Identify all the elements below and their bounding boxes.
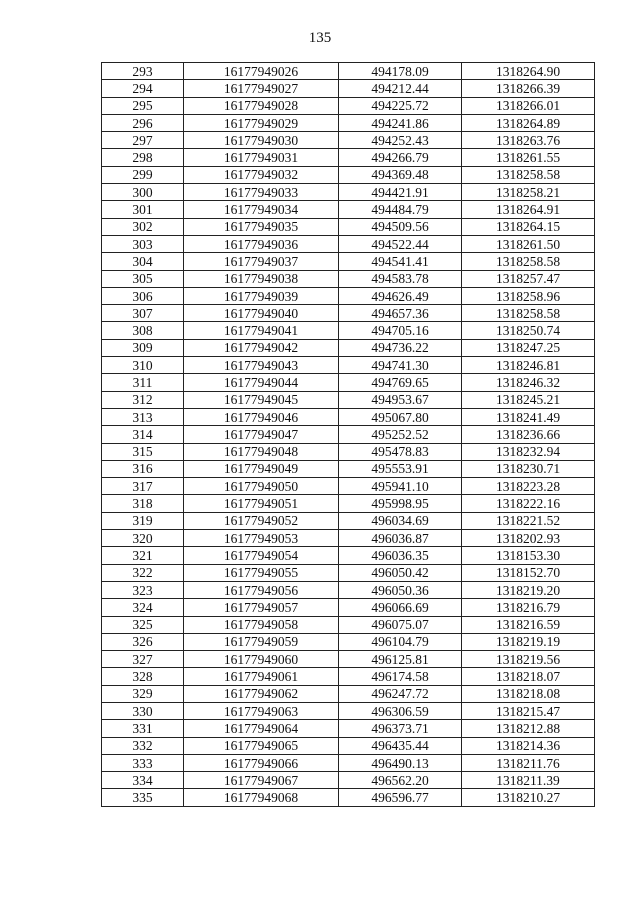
table-row xyxy=(102,702,595,719)
point-id-cell: 16177949042 xyxy=(184,339,339,356)
table-row xyxy=(102,305,595,322)
point-id-cell: 16177949043 xyxy=(184,357,339,374)
table-row xyxy=(102,322,595,339)
table-row xyxy=(102,581,595,598)
row-index-cell: 304 xyxy=(102,253,184,270)
y-coordinate-cell: 1318241.49 xyxy=(462,408,595,425)
row-index-cell: 300 xyxy=(102,184,184,201)
y-coordinate-cell: 1318263.76 xyxy=(462,132,595,149)
point-id-cell: 16177949055 xyxy=(184,564,339,581)
table-row xyxy=(102,149,595,166)
table-row xyxy=(102,512,595,529)
x-coordinate-cell: 494741.30 xyxy=(339,357,462,374)
table-row xyxy=(102,789,595,806)
y-coordinate-cell: 1318266.01 xyxy=(462,97,595,114)
table-row xyxy=(102,114,595,131)
table-row xyxy=(102,184,595,201)
x-coordinate-cell: 494541.41 xyxy=(339,253,462,270)
x-coordinate-cell: 494736.22 xyxy=(339,339,462,356)
y-coordinate-cell: 1318247.25 xyxy=(462,339,595,356)
table-row xyxy=(102,408,595,425)
row-index-cell: 333 xyxy=(102,754,184,771)
table-row xyxy=(102,253,595,270)
point-id-cell: 16177949063 xyxy=(184,702,339,719)
x-coordinate-cell: 496066.69 xyxy=(339,599,462,616)
table-row xyxy=(102,166,595,183)
table-row xyxy=(102,633,595,650)
point-id-cell: 16177949057 xyxy=(184,599,339,616)
point-id-cell: 16177949054 xyxy=(184,547,339,564)
row-index-cell: 319 xyxy=(102,512,184,529)
x-coordinate-cell: 494583.78 xyxy=(339,270,462,287)
x-coordinate-cell: 494369.48 xyxy=(339,166,462,183)
x-coordinate-cell: 496125.81 xyxy=(339,651,462,668)
table-row xyxy=(102,391,595,408)
x-coordinate-cell: 495478.83 xyxy=(339,443,462,460)
x-coordinate-cell: 494421.91 xyxy=(339,184,462,201)
y-coordinate-cell: 1318223.28 xyxy=(462,478,595,495)
point-id-cell: 16177949062 xyxy=(184,685,339,702)
table-row xyxy=(102,737,595,754)
point-id-cell: 16177949028 xyxy=(184,97,339,114)
x-coordinate-cell: 494266.79 xyxy=(339,149,462,166)
y-coordinate-cell: 1318258.58 xyxy=(462,166,595,183)
y-coordinate-cell: 1318218.08 xyxy=(462,685,595,702)
row-index-cell: 307 xyxy=(102,305,184,322)
x-coordinate-cell: 494252.43 xyxy=(339,132,462,149)
x-coordinate-cell: 494212.44 xyxy=(339,80,462,97)
point-id-cell: 16177949052 xyxy=(184,512,339,529)
table-row xyxy=(102,97,595,114)
point-id-cell: 16177949048 xyxy=(184,443,339,460)
row-index-cell: 328 xyxy=(102,668,184,685)
table-row xyxy=(102,754,595,771)
table-row xyxy=(102,339,595,356)
y-coordinate-cell: 1318222.16 xyxy=(462,495,595,512)
x-coordinate-cell: 494626.49 xyxy=(339,287,462,304)
y-coordinate-cell: 1318261.55 xyxy=(462,149,595,166)
x-coordinate-cell: 494509.56 xyxy=(339,218,462,235)
table-row xyxy=(102,720,595,737)
table-row xyxy=(102,772,595,789)
x-coordinate-cell: 496050.36 xyxy=(339,581,462,598)
table-row xyxy=(102,460,595,477)
table-row xyxy=(102,495,595,512)
point-id-cell: 16177949035 xyxy=(184,218,339,235)
row-index-cell: 305 xyxy=(102,270,184,287)
point-id-cell: 16177949030 xyxy=(184,132,339,149)
table-row xyxy=(102,270,595,287)
row-index-cell: 315 xyxy=(102,443,184,460)
point-id-cell: 16177949033 xyxy=(184,184,339,201)
table-row xyxy=(102,530,595,547)
row-index-cell: 301 xyxy=(102,201,184,218)
y-coordinate-cell: 1318261.50 xyxy=(462,235,595,252)
row-index-cell: 331 xyxy=(102,720,184,737)
row-index-cell: 327 xyxy=(102,651,184,668)
row-index-cell: 295 xyxy=(102,97,184,114)
point-id-cell: 16177949047 xyxy=(184,426,339,443)
point-id-cell: 16177949036 xyxy=(184,235,339,252)
y-coordinate-cell: 1318152.70 xyxy=(462,564,595,581)
x-coordinate-cell: 496174.58 xyxy=(339,668,462,685)
y-coordinate-cell: 1318246.32 xyxy=(462,374,595,391)
row-index-cell: 330 xyxy=(102,702,184,719)
point-id-cell: 16177949058 xyxy=(184,616,339,633)
point-id-cell: 16177949041 xyxy=(184,322,339,339)
x-coordinate-cell: 496104.79 xyxy=(339,633,462,650)
x-coordinate-cell: 495998.95 xyxy=(339,495,462,512)
row-index-cell: 303 xyxy=(102,235,184,252)
x-coordinate-cell: 494178.09 xyxy=(339,63,462,80)
x-coordinate-cell: 496306.59 xyxy=(339,702,462,719)
row-index-cell: 299 xyxy=(102,166,184,183)
x-coordinate-cell: 494225.72 xyxy=(339,97,462,114)
row-index-cell: 326 xyxy=(102,633,184,650)
point-id-cell: 16177949066 xyxy=(184,754,339,771)
x-coordinate-cell: 496435.44 xyxy=(339,737,462,754)
x-coordinate-cell: 496373.71 xyxy=(339,720,462,737)
y-coordinate-cell: 1318211.76 xyxy=(462,754,595,771)
point-id-cell: 16177949046 xyxy=(184,408,339,425)
table-row xyxy=(102,287,595,304)
y-coordinate-cell: 1318264.91 xyxy=(462,201,595,218)
table-row xyxy=(102,547,595,564)
table-row xyxy=(102,616,595,633)
y-coordinate-cell: 1318264.90 xyxy=(462,63,595,80)
point-id-cell: 16177949038 xyxy=(184,270,339,287)
x-coordinate-cell: 494657.36 xyxy=(339,305,462,322)
y-coordinate-cell: 1318264.15 xyxy=(462,218,595,235)
row-index-cell: 296 xyxy=(102,114,184,131)
y-coordinate-cell: 1318214.36 xyxy=(462,737,595,754)
y-coordinate-cell: 1318258.58 xyxy=(462,305,595,322)
y-coordinate-cell: 1318211.39 xyxy=(462,772,595,789)
point-id-cell: 16177949065 xyxy=(184,737,339,754)
y-coordinate-cell: 1318236.66 xyxy=(462,426,595,443)
point-id-cell: 16177949029 xyxy=(184,114,339,131)
row-index-cell: 320 xyxy=(102,530,184,547)
y-coordinate-cell: 1318210.27 xyxy=(462,789,595,806)
x-coordinate-cell: 495941.10 xyxy=(339,478,462,495)
table-row xyxy=(102,374,595,391)
x-coordinate-cell: 496036.87 xyxy=(339,530,462,547)
row-index-cell: 297 xyxy=(102,132,184,149)
point-id-cell: 16177949039 xyxy=(184,287,339,304)
x-coordinate-cell: 496036.35 xyxy=(339,547,462,564)
table-row xyxy=(102,357,595,374)
row-index-cell: 329 xyxy=(102,685,184,702)
y-coordinate-cell: 1318245.21 xyxy=(462,391,595,408)
point-id-cell: 16177949040 xyxy=(184,305,339,322)
x-coordinate-cell: 494241.86 xyxy=(339,114,462,131)
point-id-cell: 16177949051 xyxy=(184,495,339,512)
row-index-cell: 334 xyxy=(102,772,184,789)
table-row xyxy=(102,478,595,495)
row-index-cell: 310 xyxy=(102,357,184,374)
y-coordinate-cell: 1318246.81 xyxy=(462,357,595,374)
row-index-cell: 306 xyxy=(102,287,184,304)
point-id-cell: 16177949045 xyxy=(184,391,339,408)
y-coordinate-cell: 1318216.79 xyxy=(462,599,595,616)
y-coordinate-cell: 1318215.47 xyxy=(462,702,595,719)
table-row xyxy=(102,651,595,668)
point-id-cell: 16177949031 xyxy=(184,149,339,166)
row-index-cell: 312 xyxy=(102,391,184,408)
x-coordinate-cell: 494522.44 xyxy=(339,235,462,252)
row-index-cell: 313 xyxy=(102,408,184,425)
point-id-cell: 16177949067 xyxy=(184,772,339,789)
point-id-cell: 16177949027 xyxy=(184,80,339,97)
x-coordinate-cell: 495553.91 xyxy=(339,460,462,477)
y-coordinate-cell: 1318258.96 xyxy=(462,287,595,304)
row-index-cell: 323 xyxy=(102,581,184,598)
table-row xyxy=(102,132,595,149)
y-coordinate-cell: 1318202.93 xyxy=(462,530,595,547)
row-index-cell: 311 xyxy=(102,374,184,391)
row-index-cell: 316 xyxy=(102,460,184,477)
y-coordinate-cell: 1318221.52 xyxy=(462,512,595,529)
table-row xyxy=(102,564,595,581)
row-index-cell: 318 xyxy=(102,495,184,512)
x-coordinate-cell: 496247.72 xyxy=(339,685,462,702)
y-coordinate-cell: 1318219.20 xyxy=(462,581,595,598)
table-row xyxy=(102,218,595,235)
row-index-cell: 317 xyxy=(102,478,184,495)
x-coordinate-cell: 494705.16 xyxy=(339,322,462,339)
y-coordinate-cell: 1318232.94 xyxy=(462,443,595,460)
y-coordinate-cell: 1318218.07 xyxy=(462,668,595,685)
x-coordinate-cell: 495067.80 xyxy=(339,408,462,425)
x-coordinate-cell: 494484.79 xyxy=(339,201,462,218)
table-row xyxy=(102,668,595,685)
point-id-cell: 16177949034 xyxy=(184,201,339,218)
y-coordinate-cell: 1318257.47 xyxy=(462,270,595,287)
point-id-cell: 16177949049 xyxy=(184,460,339,477)
x-coordinate-cell: 496075.07 xyxy=(339,616,462,633)
row-index-cell: 332 xyxy=(102,737,184,754)
table-row xyxy=(102,63,595,80)
point-id-cell: 16177949050 xyxy=(184,478,339,495)
table-row xyxy=(102,235,595,252)
y-coordinate-cell: 1318230.71 xyxy=(462,460,595,477)
point-id-cell: 16177949064 xyxy=(184,720,339,737)
y-coordinate-cell: 1318258.21 xyxy=(462,184,595,201)
point-id-cell: 16177949026 xyxy=(184,63,339,80)
point-id-cell: 16177949053 xyxy=(184,530,339,547)
table-row xyxy=(102,426,595,443)
y-coordinate-cell: 1318258.58 xyxy=(462,253,595,270)
table-body xyxy=(102,63,595,807)
row-index-cell: 309 xyxy=(102,339,184,356)
y-coordinate-cell: 1318264.89 xyxy=(462,114,595,131)
coordinates-table xyxy=(101,62,595,807)
row-index-cell: 322 xyxy=(102,564,184,581)
row-index-cell: 308 xyxy=(102,322,184,339)
point-id-cell: 16177949061 xyxy=(184,668,339,685)
table-row xyxy=(102,685,595,702)
y-coordinate-cell: 1318216.59 xyxy=(462,616,595,633)
table-row xyxy=(102,201,595,218)
x-coordinate-cell: 496596.77 xyxy=(339,789,462,806)
row-index-cell: 298 xyxy=(102,149,184,166)
x-coordinate-cell: 496034.69 xyxy=(339,512,462,529)
row-index-cell: 324 xyxy=(102,599,184,616)
x-coordinate-cell: 495252.52 xyxy=(339,426,462,443)
table-row xyxy=(102,443,595,460)
point-id-cell: 16177949056 xyxy=(184,581,339,598)
row-index-cell: 294 xyxy=(102,80,184,97)
table-row xyxy=(102,80,595,97)
y-coordinate-cell: 1318266.39 xyxy=(462,80,595,97)
row-index-cell: 335 xyxy=(102,789,184,806)
row-index-cell: 321 xyxy=(102,547,184,564)
point-id-cell: 16177949059 xyxy=(184,633,339,650)
y-coordinate-cell: 1318250.74 xyxy=(462,322,595,339)
point-id-cell: 16177949060 xyxy=(184,651,339,668)
row-index-cell: 293 xyxy=(102,63,184,80)
point-id-cell: 16177949068 xyxy=(184,789,339,806)
x-coordinate-cell: 496562.20 xyxy=(339,772,462,789)
point-id-cell: 16177949037 xyxy=(184,253,339,270)
x-coordinate-cell: 494953.67 xyxy=(339,391,462,408)
page-number: 135 xyxy=(308,30,332,46)
y-coordinate-cell: 1318153.30 xyxy=(462,547,595,564)
x-coordinate-cell: 496490.13 xyxy=(339,754,462,771)
x-coordinate-cell: 494769.65 xyxy=(339,374,462,391)
point-id-cell: 16177949032 xyxy=(184,166,339,183)
y-coordinate-cell: 1318219.19 xyxy=(462,633,595,650)
y-coordinate-cell: 1318212.88 xyxy=(462,720,595,737)
x-coordinate-cell: 496050.42 xyxy=(339,564,462,581)
y-coordinate-cell: 1318219.56 xyxy=(462,651,595,668)
table-row xyxy=(102,599,595,616)
row-index-cell: 325 xyxy=(102,616,184,633)
row-index-cell: 302 xyxy=(102,218,184,235)
row-index-cell: 314 xyxy=(102,426,184,443)
point-id-cell: 16177949044 xyxy=(184,374,339,391)
